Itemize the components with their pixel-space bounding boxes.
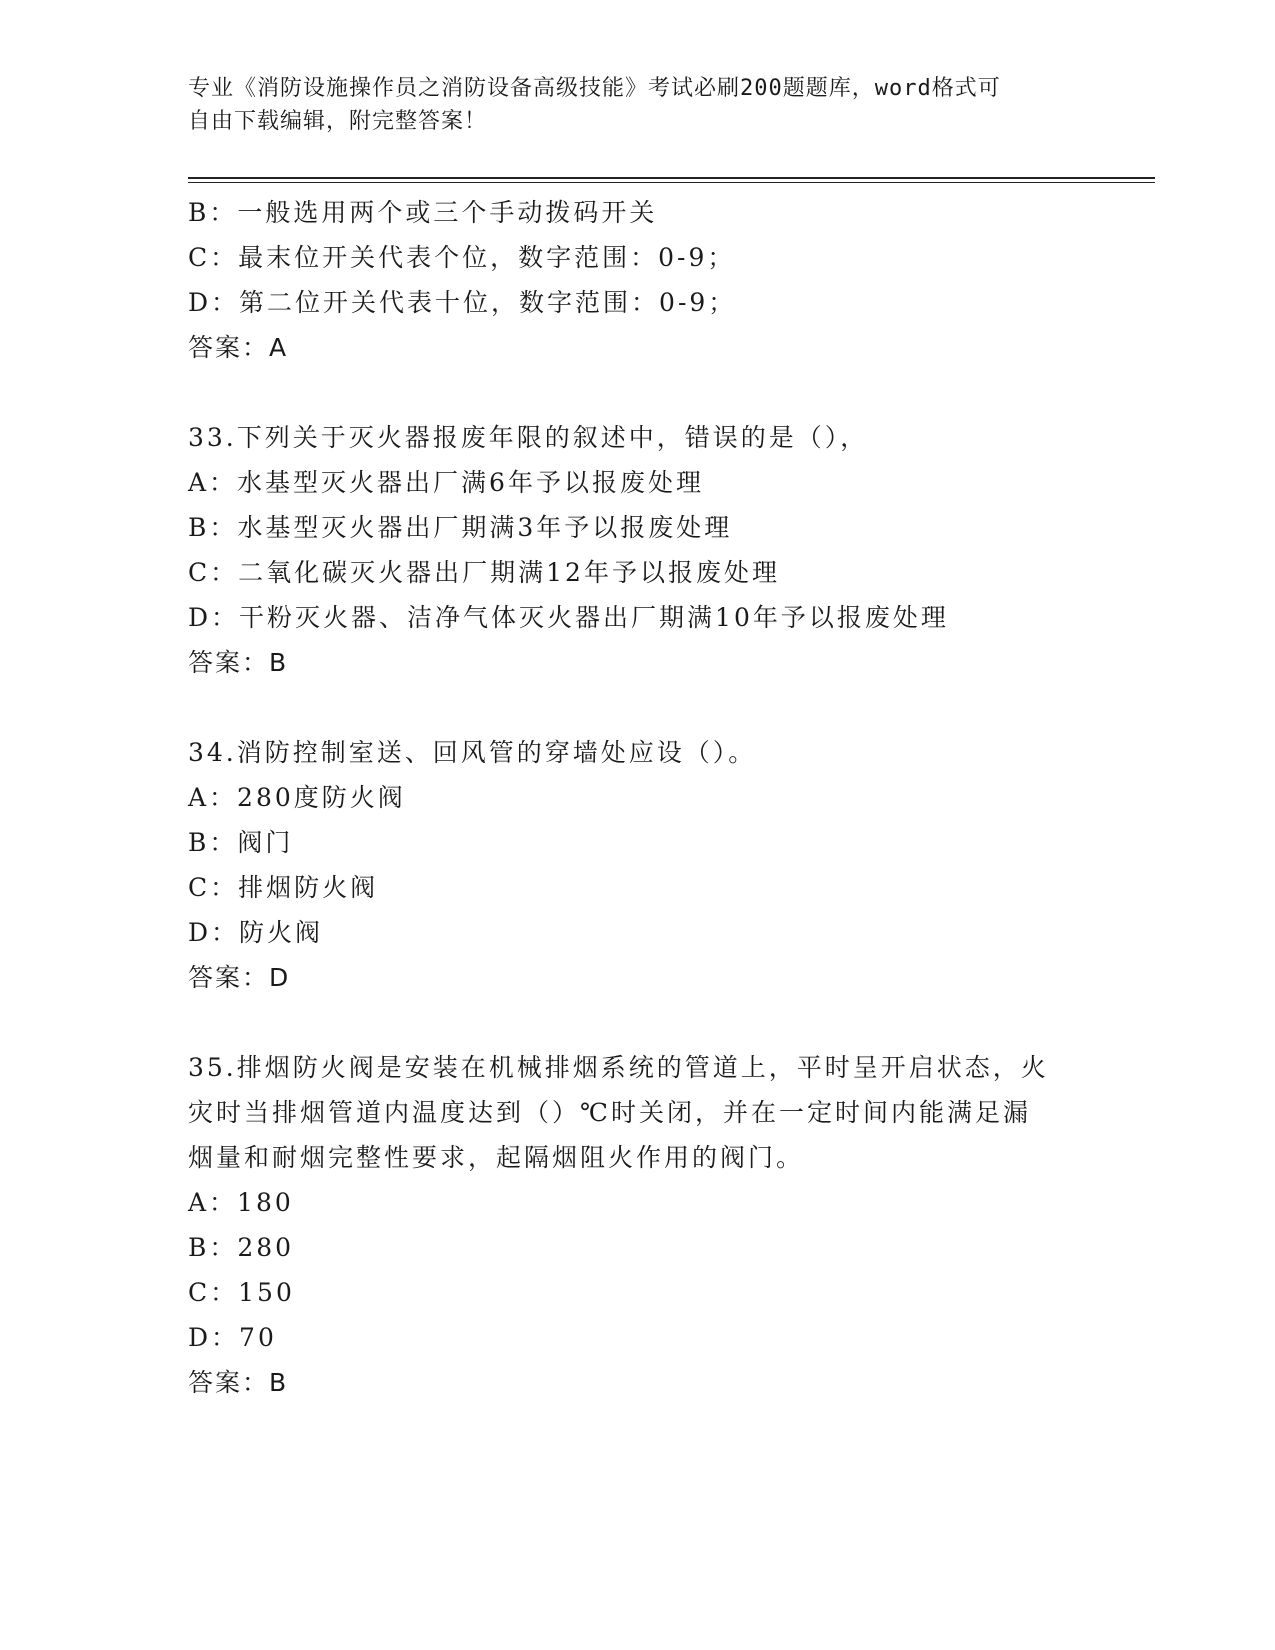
question-32-partial xyxy=(188,190,1088,370)
question-stem: 34.消防控制室送、回风管的穿墙处应设（）。 xyxy=(188,738,757,767)
option-c: C：排烟防火阀 xyxy=(188,873,379,902)
question-stem-line-3: 烟量和耐烟完整性要求，起隔烟阻火作用的阀门。 xyxy=(188,1143,805,1172)
option-c: C：最末位开关代表个位，数字范围：0-9； xyxy=(188,243,736,272)
option-d: D：干粉灭火器、洁净气体灭火器出厂期满10年予以报废处理 xyxy=(188,603,949,632)
question-34 xyxy=(188,730,1088,1000)
option-b: B：阀门 xyxy=(188,828,294,857)
spacer xyxy=(188,370,1088,415)
answer-label: 答案：A xyxy=(188,333,289,362)
question-stem-line-1: 35.排烟防火阀是安装在机械排烟系统的管道上，平时呈开启状态，火 xyxy=(188,1053,1049,1082)
option-c: C：二氧化碳灭火器出厂期满12年予以报废处理 xyxy=(188,558,780,587)
question-stem: 33.下列关于灭火器报废年限的叙述中，错误的是（）， xyxy=(188,423,869,452)
answer-label: 答案：D xyxy=(188,963,291,992)
option-a: A：水基型灭火器出厂满6年予以报废处理 xyxy=(188,468,704,497)
header-divider-thin xyxy=(188,182,1155,183)
option-d: D：第二位开关代表十位，数字范围：0-9； xyxy=(188,288,737,317)
spacer xyxy=(188,685,1088,730)
option-a: A：180 xyxy=(188,1188,294,1217)
question-33 xyxy=(188,415,1088,685)
document-header xyxy=(188,72,1088,138)
question-list xyxy=(188,190,1088,1405)
option-c: C：150 xyxy=(188,1278,295,1307)
spacer xyxy=(188,1000,1088,1045)
header-line-2: 自由下载编辑，附完整答案！ xyxy=(188,109,488,134)
question-stem-line-2: 灾时当排烟管道内温度达到（）℃时关闭，并在一定时间内能满足漏 xyxy=(188,1098,1031,1127)
option-a: A：280度防火阀 xyxy=(188,783,406,812)
answer-label: 答案：B xyxy=(188,648,289,677)
option-b: B：280 xyxy=(188,1233,295,1262)
option-b: B：水基型灭火器出厂期满3年予以报废处理 xyxy=(188,513,733,542)
header-divider-thick xyxy=(188,177,1155,179)
option-d: D：防火阀 xyxy=(188,918,324,947)
option-d: D：70 xyxy=(188,1323,277,1352)
header-line-1: 专业《消防设施操作员之消防设备高级技能》考试必刷200题题库，word格式可 xyxy=(188,76,1001,101)
question-35 xyxy=(188,1045,1088,1405)
option-b: B：一般选用两个或三个手动拨码开关 xyxy=(188,198,658,227)
answer-label: 答案：B xyxy=(188,1368,289,1397)
